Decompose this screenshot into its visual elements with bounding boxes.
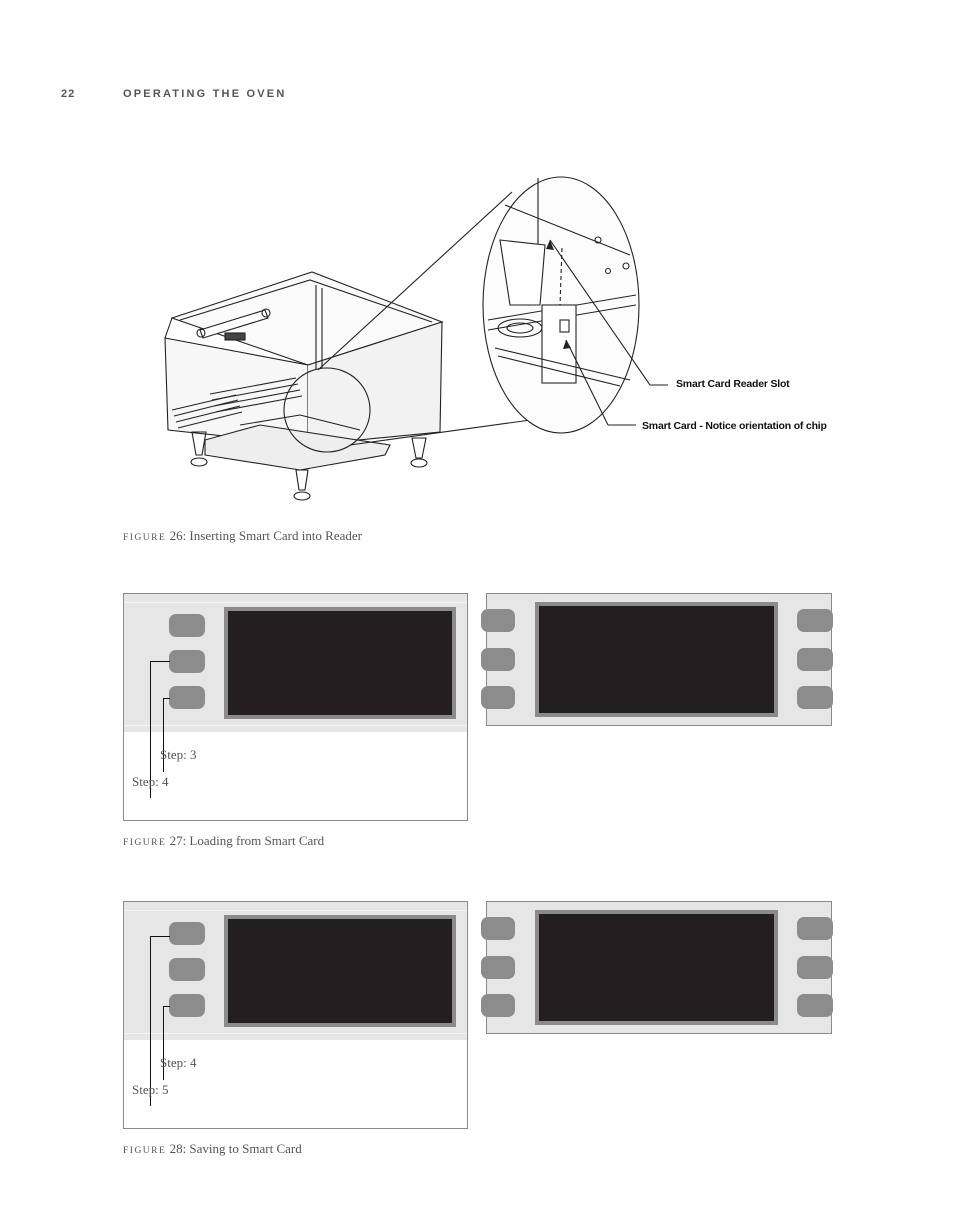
control-panel-display <box>486 593 832 726</box>
step-label-lower: Step: 5 <box>132 1082 169 1097</box>
soft-key-right-2[interactable] <box>797 956 833 979</box>
soft-key-left-1[interactable] <box>169 614 205 637</box>
soft-key-left-3[interactable] <box>481 686 515 709</box>
soft-key-left-2[interactable] <box>481 648 515 671</box>
soft-key-right-1[interactable] <box>797 917 833 940</box>
callout-smart-card-reader-slot: Smart Card Reader Slot <box>676 378 790 390</box>
soft-key-right-3[interactable] <box>797 994 833 1017</box>
page-number: 22 <box>61 88 76 100</box>
soft-key-left-2[interactable] <box>169 958 205 981</box>
figure-27-caption <box>123 833 324 849</box>
oven-smart-card-drawing <box>0 0 954 520</box>
display-screen <box>228 611 452 715</box>
step-label-upper: Step: 4 <box>160 1055 197 1070</box>
soft-key-left-1[interactable] <box>481 917 515 940</box>
control-panel-display <box>486 901 832 1034</box>
soft-key-left-3[interactable] <box>169 994 205 1017</box>
soft-key-left-3[interactable] <box>481 994 515 1017</box>
figure-title: 27: Loading from Smart Card <box>169 833 325 848</box>
soft-key-right-2[interactable] <box>797 648 833 671</box>
leader-line <box>150 936 170 937</box>
soft-key-right-1[interactable] <box>797 609 833 632</box>
display-frame <box>224 915 456 1027</box>
display-frame <box>224 607 456 719</box>
step-label-lower: Step: 4 <box>132 774 169 789</box>
soft-key-left-3[interactable] <box>169 686 205 709</box>
leader-line <box>163 1006 170 1007</box>
display-screen <box>539 606 774 713</box>
soft-key-left-2[interactable] <box>169 650 205 673</box>
step-label-upper: Step: 3 <box>160 747 197 762</box>
section-title: OPERATING THE OVEN <box>123 88 287 100</box>
soft-key-left-1[interactable] <box>169 922 205 945</box>
figure-label: FIGURE <box>123 533 167 543</box>
figure-label: FIGURE <box>123 838 167 848</box>
display-frame <box>535 910 778 1025</box>
soft-key-right-3[interactable] <box>797 686 833 709</box>
display-screen <box>228 919 452 1023</box>
display-screen <box>539 914 774 1021</box>
callout-smart-card-orientation: Smart Card - Notice orientation of chip <box>642 420 827 432</box>
figure-title: 26: Inserting Smart Card into Reader <box>169 528 362 543</box>
figure-28-caption <box>123 1141 302 1157</box>
leader-line <box>163 698 170 699</box>
figure-26-caption <box>123 528 362 544</box>
control-panel-save-step <box>123 901 468 1129</box>
figure-label: FIGURE <box>123 1146 167 1156</box>
figure-title: 28: Saving to Smart Card <box>169 1141 302 1156</box>
soft-key-left-1[interactable] <box>481 609 515 632</box>
leader-line <box>150 936 151 1106</box>
control-panel-load-step <box>123 593 468 821</box>
oven-illustration <box>0 0 954 520</box>
display-frame <box>535 602 778 717</box>
leader-line <box>150 661 170 662</box>
soft-key-left-2[interactable] <box>481 956 515 979</box>
